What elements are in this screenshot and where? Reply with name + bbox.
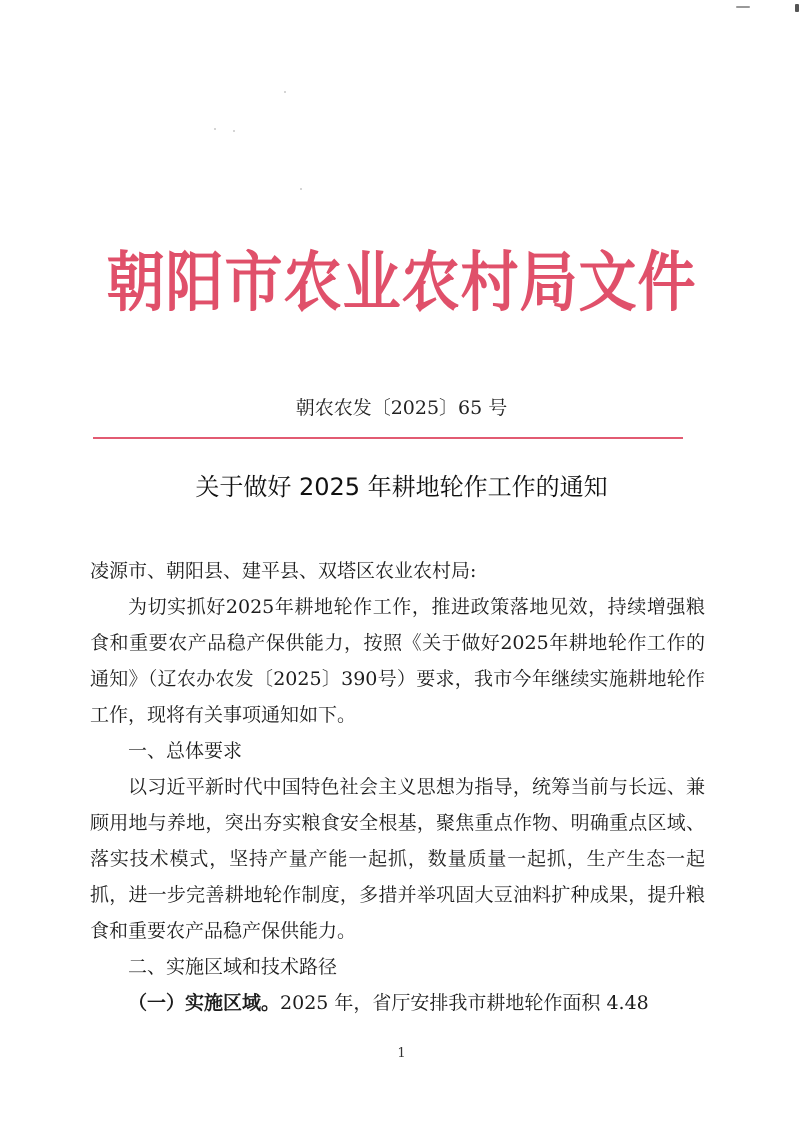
item-1-paragraph xyxy=(90,985,705,1021)
page-number: 1 xyxy=(397,1046,406,1061)
section-heading-1: 一、总体要求 xyxy=(128,740,243,762)
intro-paragraph: 为切实抓好2025年耕地轮作工作，推进政策落地见效，持续增强粮食和重要农产品稳产保供能力，按照《关于做好2025年耕地轮作工作的通知》（辽农办农发〔2025〕390号）要求，我市今年继续实施耕地轮作工作，现将有关事项通知如下。 xyxy=(90,596,705,726)
scan-mark xyxy=(795,4,799,12)
scan-speck xyxy=(300,188,302,190)
scan-mark xyxy=(736,6,750,8)
item-1-label: （一）实施区域。 xyxy=(128,992,281,1014)
scan-speck xyxy=(214,128,216,130)
section-heading-2: 二、实施区域和技术路径 xyxy=(128,956,338,978)
section-1-paragraph: 以习近平新时代中国特色社会主义思想为指导，统筹当前与长远、兼顾用地与养地，突出夯实粮食安全根基，聚焦重点作物、明确重点区域、落实技术模式，坚持产量产能一起抓，数量质量一起抓，生产生态一起抓，进一步完善耕地轮作制度，多措并举巩固大豆油料扩种成果，提升粮食和重要农产品稳产保供能力。 xyxy=(90,776,705,942)
item-1-text: 2025 年，省厅安排我市耕地轮作面积 4.48 xyxy=(280,992,649,1014)
document-title: 关于做好 2025 年耕地轮作工作的通知 xyxy=(195,473,608,501)
document-number: 朝农农发〔2025〕65 号 xyxy=(295,397,508,419)
scan-speck xyxy=(233,130,235,132)
document-header: 朝阳市农业农村局文件 xyxy=(106,243,697,321)
recipient-line: 凌源市、朝阳县、建平县、双塔区农业农村局: xyxy=(90,560,477,582)
red-separator-line xyxy=(93,437,683,439)
scan-speck xyxy=(284,91,286,93)
document-body xyxy=(90,553,705,1021)
